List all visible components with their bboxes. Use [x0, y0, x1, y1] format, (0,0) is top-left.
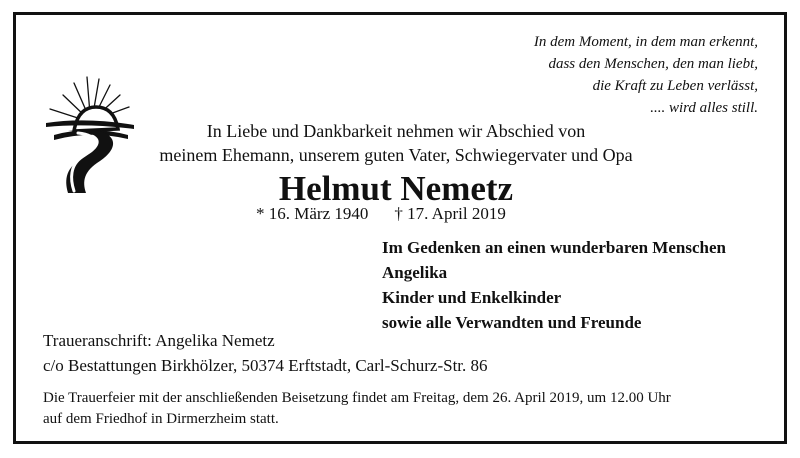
death-date: † 17. April 2019 — [394, 204, 506, 223]
intro-line: meinem Ehemann, unserem guten Vater, Schwiegervater und Opa — [159, 145, 633, 165]
ceremony-line: auf dem Friedhof in Dirmerzheim statt. — [43, 411, 279, 427]
intro-line: In Liebe und Dankbarkeit nehmen wir Abschied von — [206, 121, 586, 141]
mourners-line: sowie alle Verwandten und Freunde — [382, 313, 642, 332]
memorial-quote — [534, 31, 758, 119]
quote-line: die Kraft zu Leben verlässt, — [592, 78, 758, 94]
obituary-notice — [13, 12, 787, 444]
mourners-line: Im Gedenken an einen wunderbaren Menschen — [382, 238, 726, 257]
quote-line: dass den Menschen, den man liebt, — [548, 56, 758, 72]
mourners-line: Angelika — [382, 263, 448, 282]
sunset-road-icon — [38, 73, 138, 195]
quote-line: .... wird alles still. — [650, 100, 758, 116]
address-line: Traueranschrift: Angelika Nemetz — [43, 331, 275, 350]
mourners-line: Kinder und Enkelkinder — [382, 288, 562, 307]
deceased-name: Helmut Nemetz — [278, 169, 514, 208]
mourners-list — [382, 235, 726, 335]
farewell-intro — [136, 119, 656, 167]
mourning-address — [43, 328, 488, 378]
life-dates — [256, 203, 506, 225]
ceremony-line: Die Trauerfeier mit der anschließenden Beisetzung findet am Freitag, dem 26. April 2019, um 12.00 Uhr — [43, 390, 671, 406]
quote-line: In dem Moment, in dem man erkennt, — [533, 34, 758, 50]
address-line: c/o Bestattungen Birkhölzer, 50374 Erftstadt, Carl-Schurz-Str. 86 — [43, 356, 488, 375]
funeral-ceremony-info — [43, 388, 671, 430]
birth-date: * 16. März 1940 — [256, 204, 369, 223]
